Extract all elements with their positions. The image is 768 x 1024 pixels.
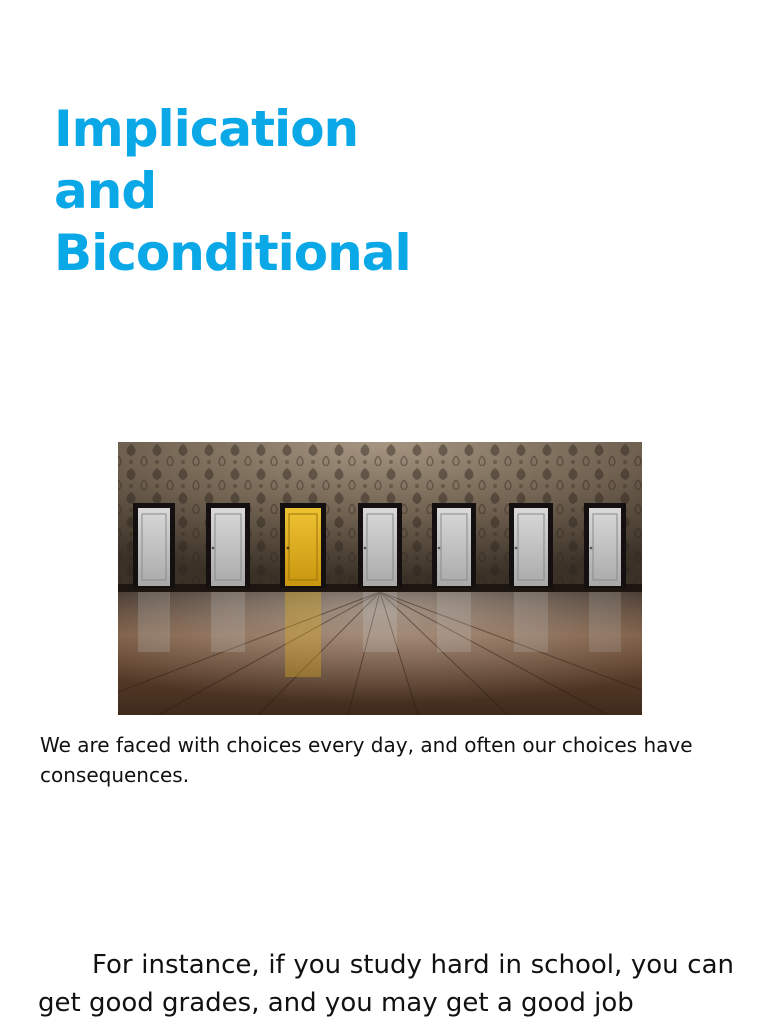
door-7: [584, 503, 626, 652]
title-line-3: Biconditional: [54, 224, 411, 282]
door-4: [358, 503, 402, 652]
door-2: [206, 503, 250, 652]
body-paragraph: For instance, if you study hard in school, you can get good grades, and you may get a good job: [38, 950, 734, 1018]
page-title: [54, 98, 411, 284]
title-line-2: and: [54, 162, 157, 220]
door-5: [432, 503, 476, 652]
door-6: [509, 503, 553, 652]
title-line-1: Implication: [54, 100, 359, 158]
intro-paragraph: We are faced with choices every day, and often our choices have consequences.: [40, 733, 693, 787]
doors-photo: [118, 442, 642, 715]
door-1: [133, 503, 175, 652]
